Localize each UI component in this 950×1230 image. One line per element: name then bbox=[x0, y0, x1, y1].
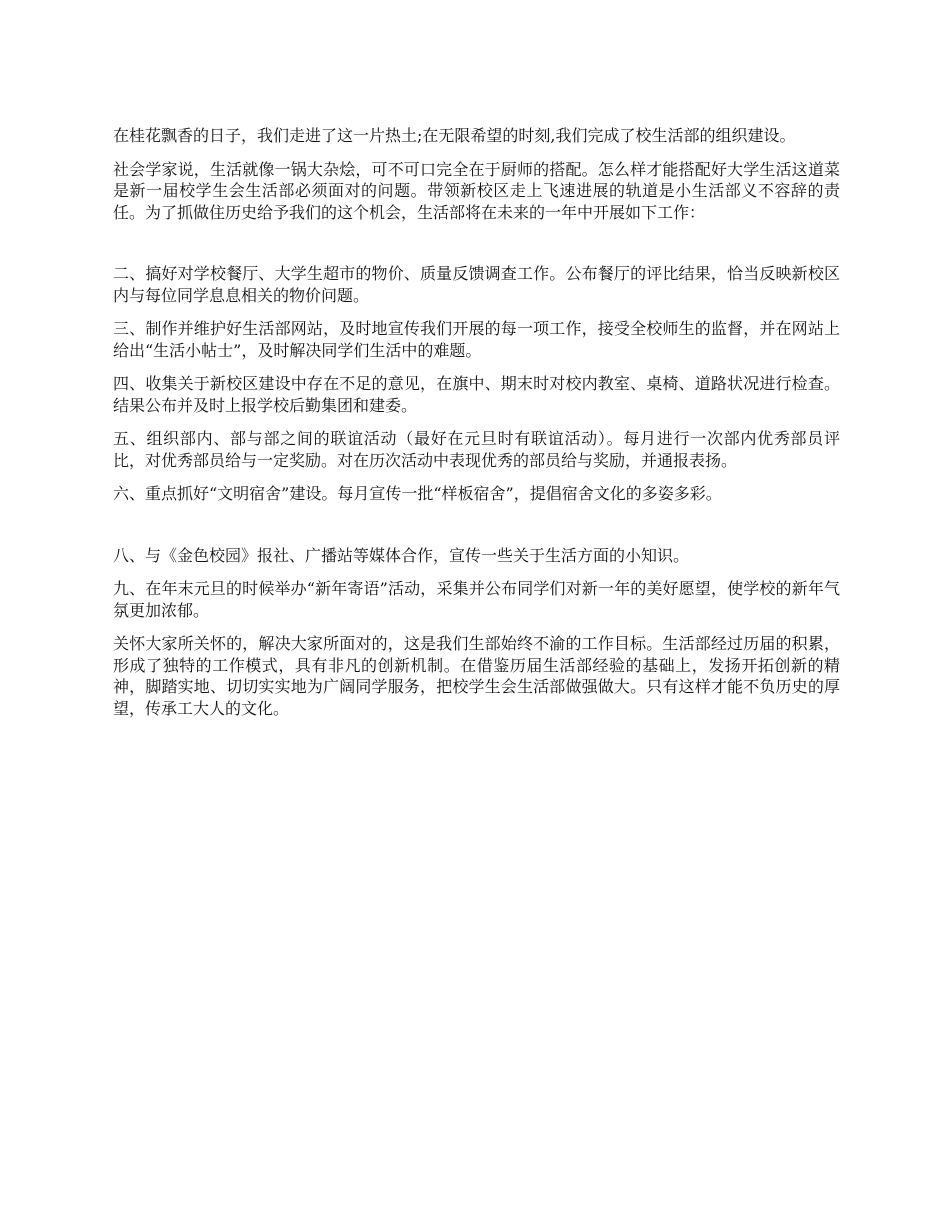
item-eight-paragraph: 八、与《金色校园》报社、广播站等媒体合作，宣传一些关于生活方面的小知识。 bbox=[113, 545, 690, 565]
intro-paragraph: 在桂花飘香的日子，我们走进了这一片热土;在无限希望的时刻,我们完成了校生活部的组织建设。 bbox=[113, 126, 796, 145]
sociologist-paragraph: 社会学家说，生活就像一锅大杂烩，可不可口完全在于厨师的搭配。怎么样才能搭配好大学生活这道菜是新一届校学生会生活部必须面对的问题。带领新校区走上飞速进展的轨道是小生活部义不容辞的责任。为了抓做住历史给予我们的这个机会，生活部将在未来的一年中开展如下工作： bbox=[113, 159, 840, 222]
item-six-paragraph: 六、重点抓好“文明宿舍”建设。每月宣传一批“样板宿舍”，提倡宿舍文化的多姿多彩。 bbox=[113, 484, 722, 503]
paragraph-gap bbox=[113, 235, 840, 263]
item-three-paragraph: 三、制作并维护好生活部网站，及时地宣传我们开展的每一项工作，接受全校师生的监督，并在网站上给出“生活小帖士”，及时解决同学们生活中的难题。 bbox=[113, 319, 840, 360]
item-two-paragraph: 二、搞好对学校餐厅、大学生超市的物价、质量反馈调查工作。公布餐厅的评比结果，恰当反映新校区内与每位同学息息相关的物价问题。 bbox=[113, 264, 840, 305]
document-body bbox=[113, 125, 840, 731]
item-nine-paragraph: 九、在年末元旦的时候举办“新年寄语”活动，采集并公布同学们对新一年的美好愿望，使学校的新年气氛更加浓郁。 bbox=[113, 579, 840, 620]
paragraph-gap bbox=[113, 517, 840, 545]
item-five-paragraph: 五、组织部内、部与部之间的联谊活动（最好在元旦时有联谊活动）。每月进行一次部内优秀部员评比，对优秀部员给与一定奖励。对在历次活动中表现优秀的部员给与奖励，并通报表扬。 bbox=[113, 429, 840, 470]
closing-paragraph: 关怀大家所关怀的，解决大家所面对的，这是我们生部始终不渝的工作目标。生活部经过历届的积累，形成了独特的工作模式，具有非凡的创新机制。在借鉴历届生活部经验的基础上，发扬开拓创新的精神，脚踏实地、切切实实地为广阔同学服务，把校学生会生活部做强做大。只有这样才能不负历史的厚望，传承工大人的文化。 bbox=[113, 634, 840, 718]
item-four-paragraph: 四、收集关于新校区建设中存在不足的意见，在旗中、期末时对校内教室、桌椅、道路状况进行检查。结果公布并及时上报学校后勤集团和建委。 bbox=[113, 374, 840, 415]
